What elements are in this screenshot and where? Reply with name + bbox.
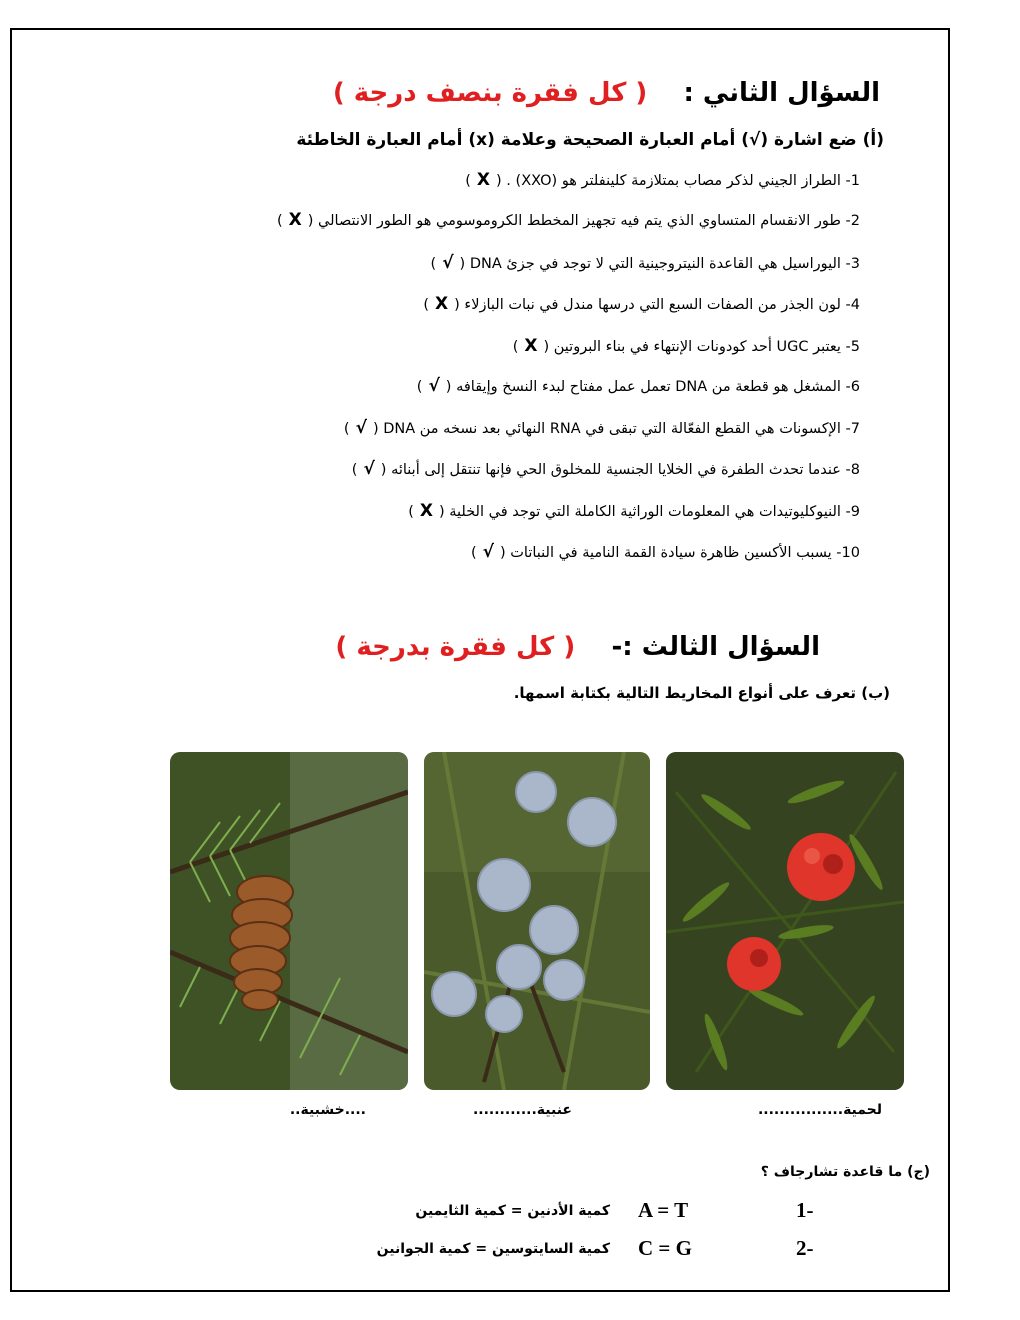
tf-item-text: 2- طور الانقسام المتساوي الذي يتم فيه تجهيز المخطط الكروموسومي هو الطور الانتصالي <box>318 213 860 229</box>
tf-item-text: 10- يسبب الأكسين ظاهرة سيادة القمة النامية في النباتات <box>510 545 860 561</box>
photo-caption-1: لحمية................ <box>757 1102 882 1118</box>
tf-item-8: 8- عندما تحدث الطفرة في الخلايا الجنسية للمخلوق الحي فإنها تنتقل إلى أبنائه (√) <box>351 459 860 479</box>
tf-item-text: 8- عندما تحدث الطفرة في الخلايا الجنسية للمخلوق الحي فإنها تنتقل إلى أبنائه <box>391 462 860 478</box>
part-b-prompt: (ب) تعرف على أنواع المخاريط التالية بكتابة اسمها. <box>513 684 890 702</box>
tf-item-9: 9- النيوكليوتيدات هي المعلومات الوراثية الكاملة التي توجد في الخلية (X) <box>408 501 860 521</box>
tf-item-6: 6- المشغل هو قطعة من DNA تعمل عمل مفتاح لبدء النسخ وإيقافه (√) <box>416 376 860 396</box>
tf-item-text: 9- النيوكليوتيدات هي المعلومات الوراثية الكاملة التي توجد في الخلية <box>449 504 860 520</box>
question-2-instruction: (أ) ضع اشارة (√) أمام العبارة الصحيحة وعلامة (x) أمام العبارة الخاطئة <box>296 130 884 150</box>
photo-caption-2: عنبية............ <box>472 1102 572 1118</box>
answer-mark: √ <box>482 542 494 562</box>
tf-item-text: 7- الإكسونات هي القطع الفعّالة التي تبقى في RNA النهائي بعد نسخه من DNA <box>383 421 860 437</box>
question-3-title: السؤال الثالث :- <box>611 632 820 662</box>
tf-item-text: 4- لون الجذر من الصفات السبع التي درسها مندل في نبات البازلاء <box>464 297 860 313</box>
pine-woody-cone-photo <box>170 752 408 1090</box>
question-2-note: ( كل فقرة بنصف درجة ) <box>332 78 648 108</box>
answer-mark: X <box>288 210 302 230</box>
answer-mark: √ <box>363 459 375 479</box>
juniper-berry-cones-photo <box>424 752 650 1090</box>
yew-red-cones-photo <box>666 752 904 1090</box>
tf-item-2: 2- طور الانقسام المتساوي الذي يتم فيه تجهيز المخطط الكروموسومي هو الطور الانتصالي (X) <box>276 210 860 230</box>
answer-mark: X <box>435 294 449 314</box>
rule-1-text: كمية الأدنين = كمية الثايمين <box>415 1203 610 1219</box>
question-2-title: السؤال الثاني : <box>683 78 880 108</box>
answer-mark: √ <box>355 418 367 438</box>
tf-item-7: 7- الإكسونات هي القطع الفعّالة التي تبقى في RNA النهائي بعد نسخه من DNA (√) <box>343 418 860 438</box>
answer-mark: X <box>476 170 491 190</box>
tf-item-text: 1- الطراز الجيني لذكر مصاب بمتلازمة كلينفلتر هو (XXO) . <box>506 173 860 189</box>
answer-mark: X <box>419 501 433 521</box>
rule-1-equation: A = T <box>638 1198 689 1222</box>
answer-mark: X <box>524 336 538 356</box>
tf-item-1: 1- الطراز الجيني لذكر مصاب بمتلازمة كلينفلتر هو (XXO) . (X) <box>465 170 860 190</box>
tf-item-text: 3- اليوراسيل هي القاعدة النيتروجينية التي لا توجد في جزئ DNA <box>469 256 860 272</box>
part-c-prompt: (ج) ما قاعدة تشارجاف ؟ <box>760 1164 930 1180</box>
tf-item-4: 4- لون الجذر من الصفات السبع التي درسها مندل في نبات البازلاء (X) <box>423 294 860 314</box>
tf-item-3: 3- اليوراسيل هي القاعدة النيتروجينية التي لا توجد في جزئ DNA (√) <box>430 253 860 273</box>
answer-mark: √ <box>428 376 440 396</box>
tf-item-text: 5- يعتبر UGC أحد كودونات الإنتهاء في بناء البروتين <box>553 339 860 355</box>
tf-item-5: 5- يعتبر UGC أحد كودونات الإنتهاء في بناء البروتين (X) <box>512 336 860 356</box>
question-3-heading <box>335 632 820 662</box>
tf-item-text: 6- المشغل هو قطعة من DNA تعمل عمل مفتاح لبدء النسخ وإيقافه <box>456 379 860 395</box>
rule-1-number: 1- <box>796 1198 814 1222</box>
answer-mark: √ <box>442 253 454 273</box>
rule-2-text: كمية السايتوسين = كمية الجوانين <box>376 1241 610 1257</box>
tf-item-10: 10- يسبب الأكسين ظاهرة سيادة القمة النامية في النباتات (√) <box>470 542 860 562</box>
rule-2-number: 2- <box>796 1236 814 1260</box>
photo-caption-3: ....خشبية.. <box>289 1102 366 1118</box>
rule-2-equation: C = G <box>638 1236 692 1260</box>
question-3-note: ( كل فقرة بدرجة ) <box>335 632 576 662</box>
question-2-heading <box>333 78 880 108</box>
